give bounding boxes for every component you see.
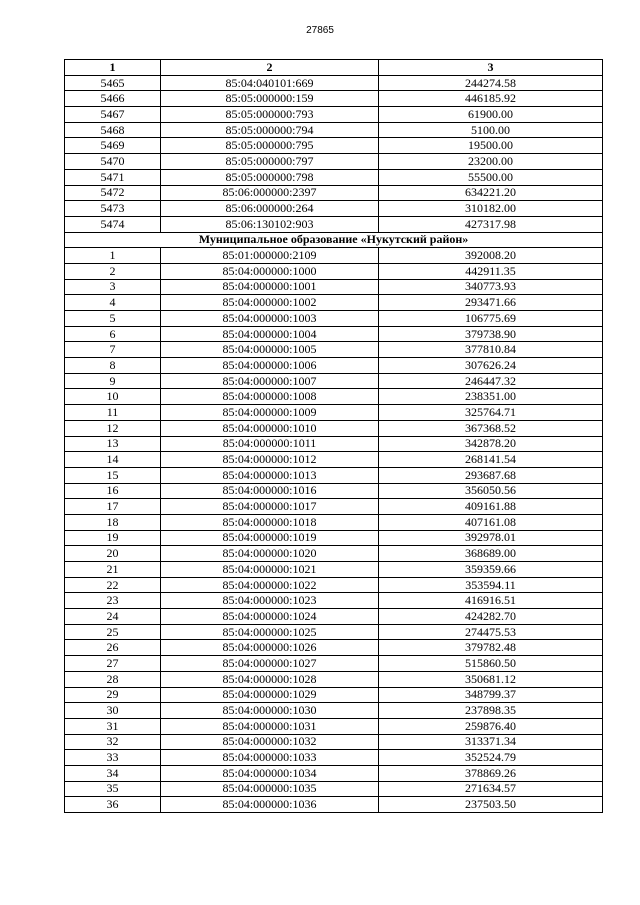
cadastral-number-cell: 85:04:000000:1035 (161, 781, 379, 797)
table-row (65, 750, 603, 766)
table-row (65, 797, 603, 813)
table-body-top (65, 75, 603, 232)
table-header-row (65, 60, 603, 76)
table-row (65, 326, 603, 342)
table-row (65, 546, 603, 562)
value-cell: 237503.50 (379, 797, 603, 813)
row-number-cell: 36 (65, 797, 161, 813)
table-row (65, 452, 603, 468)
table-row (65, 311, 603, 327)
row-number-cell: 23 (65, 593, 161, 609)
row-number-cell: 35 (65, 781, 161, 797)
table-row (65, 216, 603, 232)
cadastral-number-cell: 85:04:000000:1008 (161, 389, 379, 405)
table-row (65, 405, 603, 421)
row-number-cell: 33 (65, 750, 161, 766)
row-number-cell: 22 (65, 577, 161, 593)
row-number-cell: 32 (65, 734, 161, 750)
row-number-cell: 5468 (65, 122, 161, 138)
row-number-cell: 11 (65, 405, 161, 421)
value-cell: 274475.53 (379, 624, 603, 640)
value-cell: 293687.68 (379, 467, 603, 483)
row-number-cell: 5 (65, 311, 161, 327)
value-cell: 409161.88 (379, 499, 603, 515)
table-row (65, 624, 603, 640)
cadastral-number-cell: 85:04:000000:1005 (161, 342, 379, 358)
row-number-cell: 5473 (65, 201, 161, 217)
value-cell: 106775.69 (379, 311, 603, 327)
value-cell: 379782.48 (379, 640, 603, 656)
value-cell: 353594.11 (379, 577, 603, 593)
row-number-cell: 5471 (65, 169, 161, 185)
row-number-cell: 19 (65, 530, 161, 546)
table-row (65, 248, 603, 264)
value-cell: 352524.79 (379, 750, 603, 766)
row-number-cell: 6 (65, 326, 161, 342)
table-row (65, 201, 603, 217)
value-cell: 427317.98 (379, 216, 603, 232)
table-row (65, 169, 603, 185)
row-number-cell: 9 (65, 373, 161, 389)
cadastral-number-cell: 85:04:000000:1013 (161, 467, 379, 483)
row-number-cell: 17 (65, 499, 161, 515)
row-number-cell: 4 (65, 295, 161, 311)
cadastral-number-cell: 85:05:000000:797 (161, 154, 379, 170)
column-header: 2 (161, 60, 379, 76)
table-row (65, 530, 603, 546)
cadastral-number-cell: 85:04:000000:1006 (161, 358, 379, 374)
cadastral-number-cell: 85:04:000000:1034 (161, 765, 379, 781)
table-row (65, 656, 603, 672)
value-cell: 377810.84 (379, 342, 603, 358)
table-row (65, 718, 603, 734)
row-number-cell: 5474 (65, 216, 161, 232)
value-cell: 238351.00 (379, 389, 603, 405)
table-row (65, 765, 603, 781)
value-cell: 310182.00 (379, 201, 603, 217)
row-number-cell: 24 (65, 609, 161, 625)
value-cell: 313371.34 (379, 734, 603, 750)
cadastral-number-cell: 85:04:000000:1033 (161, 750, 379, 766)
row-number-cell: 1 (65, 248, 161, 264)
value-cell: 237898.35 (379, 703, 603, 719)
cadastral-number-cell: 85:04:000000:1012 (161, 452, 379, 468)
cadastral-number-cell: 85:04:000000:1010 (161, 420, 379, 436)
table-row (65, 687, 603, 703)
row-number-cell: 27 (65, 656, 161, 672)
value-cell: 5100.00 (379, 122, 603, 138)
column-header: 1 (65, 60, 161, 76)
table-row (65, 389, 603, 405)
cadastral-number-cell: 85:04:000000:1031 (161, 718, 379, 734)
table-row (65, 122, 603, 138)
cadastral-number-cell: 85:04:000000:1019 (161, 530, 379, 546)
row-number-cell: 12 (65, 420, 161, 436)
value-cell: 378869.26 (379, 765, 603, 781)
table-row (65, 734, 603, 750)
value-cell: 259876.40 (379, 718, 603, 734)
value-cell: 61900.00 (379, 107, 603, 123)
row-number-cell: 26 (65, 640, 161, 656)
row-number-cell: 5466 (65, 91, 161, 107)
value-cell: 19500.00 (379, 138, 603, 154)
cadastral-number-cell: 85:04:000000:1028 (161, 671, 379, 687)
table-row (65, 263, 603, 279)
cadastral-number-cell: 85:04:000000:1024 (161, 609, 379, 625)
value-cell: 392978.01 (379, 530, 603, 546)
value-cell: 367368.52 (379, 420, 603, 436)
table-row (65, 154, 603, 170)
row-number-cell: 29 (65, 687, 161, 703)
row-number-cell: 5469 (65, 138, 161, 154)
value-cell: 246447.32 (379, 373, 603, 389)
value-cell: 392008.20 (379, 248, 603, 264)
row-number-cell: 20 (65, 546, 161, 562)
value-cell: 244274.58 (379, 75, 603, 91)
table-row (65, 514, 603, 530)
section-title: Муниципальное образование «Нукутский район» (65, 232, 603, 248)
table-row (65, 91, 603, 107)
cadastral-number-cell: 85:06:000000:2397 (161, 185, 379, 201)
cadastral-number-cell: 85:04:040101:669 (161, 75, 379, 91)
row-number-cell: 5467 (65, 107, 161, 123)
cadastral-number-cell: 85:04:000000:1007 (161, 373, 379, 389)
value-cell: 23200.00 (379, 154, 603, 170)
cadastral-number-cell: 85:04:000000:1003 (161, 311, 379, 327)
row-number-cell: 25 (65, 624, 161, 640)
table-row (65, 499, 603, 515)
table-row (65, 185, 603, 201)
value-cell: 348799.37 (379, 687, 603, 703)
cadastral-number-cell: 85:04:000000:1020 (161, 546, 379, 562)
cadastral-number-cell: 85:04:000000:1009 (161, 405, 379, 421)
row-number-cell: 8 (65, 358, 161, 374)
row-number-cell: 34 (65, 765, 161, 781)
value-cell: 442911.35 (379, 263, 603, 279)
section-row (65, 232, 603, 248)
table-row (65, 342, 603, 358)
value-cell: 368689.00 (379, 546, 603, 562)
table-row (65, 420, 603, 436)
row-number-cell: 7 (65, 342, 161, 358)
row-number-cell: 5465 (65, 75, 161, 91)
cadastral-number-cell: 85:06:000000:264 (161, 201, 379, 217)
cadastral-number-cell: 85:05:000000:798 (161, 169, 379, 185)
value-cell: 340773.93 (379, 279, 603, 295)
data-table (64, 59, 603, 813)
table-row (65, 593, 603, 609)
cadastral-number-cell: 85:04:000000:1011 (161, 436, 379, 452)
table-row (65, 373, 603, 389)
cadastral-number-cell: 85:05:000000:794 (161, 122, 379, 138)
row-number-cell: 5470 (65, 154, 161, 170)
row-number-cell: 13 (65, 436, 161, 452)
row-number-cell: 21 (65, 562, 161, 578)
value-cell: 350681.12 (379, 671, 603, 687)
table-row (65, 279, 603, 295)
cadastral-number-cell: 85:04:000000:1017 (161, 499, 379, 515)
value-cell: 634221.20 (379, 185, 603, 201)
table-row (65, 107, 603, 123)
table-body-bottom (65, 248, 603, 813)
row-number-cell: 3 (65, 279, 161, 295)
cadastral-number-cell: 85:04:000000:1018 (161, 514, 379, 530)
row-number-cell: 10 (65, 389, 161, 405)
value-cell: 268141.54 (379, 452, 603, 468)
cadastral-number-cell: 85:01:000000:2109 (161, 248, 379, 264)
cadastral-number-cell: 85:04:000000:1001 (161, 279, 379, 295)
row-number-cell: 31 (65, 718, 161, 734)
table-row (65, 671, 603, 687)
table-row (65, 467, 603, 483)
value-cell: 271634.57 (379, 781, 603, 797)
row-number-cell: 18 (65, 514, 161, 530)
row-number-cell: 14 (65, 452, 161, 468)
value-cell: 359359.66 (379, 562, 603, 578)
cadastral-number-cell: 85:04:000000:1002 (161, 295, 379, 311)
cadastral-number-cell: 85:04:000000:1021 (161, 562, 379, 578)
cadastral-number-cell: 85:04:000000:1023 (161, 593, 379, 609)
cadastral-number-cell: 85:04:000000:1029 (161, 687, 379, 703)
cadastral-number-cell: 85:04:000000:1016 (161, 483, 379, 499)
cadastral-number-cell: 85:04:000000:1026 (161, 640, 379, 656)
cadastral-number-cell: 85:04:000000:1000 (161, 263, 379, 279)
cadastral-number-cell: 85:04:000000:1022 (161, 577, 379, 593)
row-number-cell: 2 (65, 263, 161, 279)
table-row (65, 640, 603, 656)
row-number-cell: 30 (65, 703, 161, 719)
table-row (65, 358, 603, 374)
value-cell: 293471.66 (379, 295, 603, 311)
table-row (65, 577, 603, 593)
value-cell: 424282.70 (379, 609, 603, 625)
row-number-cell: 5472 (65, 185, 161, 201)
cadastral-number-cell: 85:04:000000:1004 (161, 326, 379, 342)
table-row (65, 781, 603, 797)
cadastral-number-cell: 85:05:000000:795 (161, 138, 379, 154)
row-number-cell: 28 (65, 671, 161, 687)
page-number: 27865 (306, 25, 334, 36)
value-cell: 342878.20 (379, 436, 603, 452)
cadastral-number-cell: 85:04:000000:1030 (161, 703, 379, 719)
cadastral-number-cell: 85:05:000000:159 (161, 91, 379, 107)
table-row (65, 138, 603, 154)
value-cell: 356050.56 (379, 483, 603, 499)
table-row (65, 703, 603, 719)
table-row (65, 295, 603, 311)
cadastral-number-cell: 85:06:130102:903 (161, 216, 379, 232)
cadastral-number-cell: 85:05:000000:793 (161, 107, 379, 123)
cadastral-number-cell: 85:04:000000:1032 (161, 734, 379, 750)
cadastral-number-cell: 85:04:000000:1025 (161, 624, 379, 640)
value-cell: 446185.92 (379, 91, 603, 107)
value-cell: 515860.50 (379, 656, 603, 672)
value-cell: 325764.71 (379, 405, 603, 421)
row-number-cell: 16 (65, 483, 161, 499)
table-row (65, 436, 603, 452)
column-header: 3 (379, 60, 603, 76)
row-number-cell: 15 (65, 467, 161, 483)
cadastral-number-cell: 85:04:000000:1036 (161, 797, 379, 813)
value-cell: 307626.24 (379, 358, 603, 374)
table-row (65, 562, 603, 578)
table-row (65, 75, 603, 91)
table-row (65, 609, 603, 625)
value-cell: 379738.90 (379, 326, 603, 342)
value-cell: 55500.00 (379, 169, 603, 185)
value-cell: 407161.08 (379, 514, 603, 530)
section-header (65, 232, 603, 248)
cadastral-number-cell: 85:04:000000:1027 (161, 656, 379, 672)
table-row (65, 483, 603, 499)
value-cell: 416916.51 (379, 593, 603, 609)
